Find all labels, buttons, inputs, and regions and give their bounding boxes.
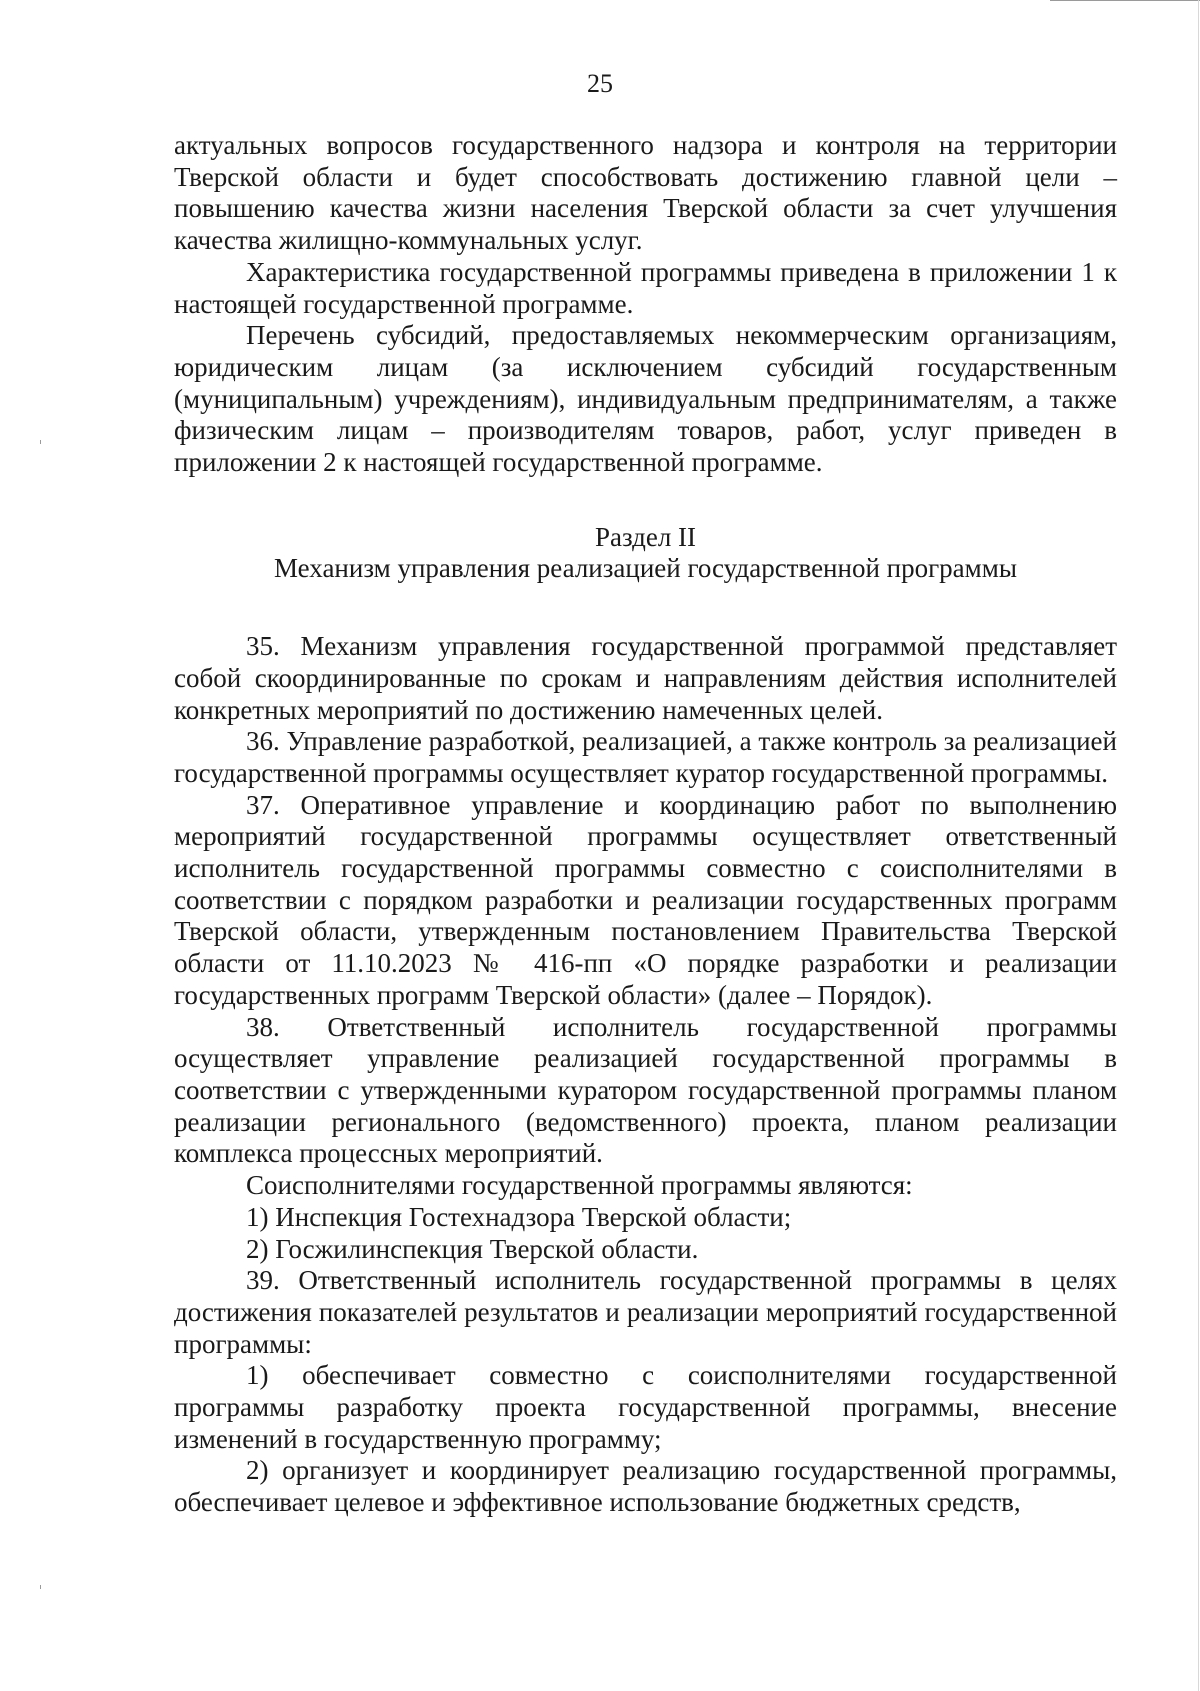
scan-edge-mark <box>40 1585 41 1589</box>
paragraph: Перечень субсидий, предоставляемых некоммерческим организациям, юридическим лицам (за исключением субсидий государственным (муниципальным) учреждениям), индивидуальным предпринимателям, а также физическим лицам – производителям товаров, работ, услуг приведен в приложении 2 к настоящей государственной программе. <box>174 320 1117 478</box>
section-heading <box>174 522 1117 585</box>
paragraph: 35. Механизм управления государственной программой представляет собой скоординированные по срокам и направлениям действия исполнителей конкретных мероприятий по достижению намеченных целей. <box>174 631 1117 725</box>
text-block-before-section <box>174 130 1117 479</box>
section-number: Раздел II <box>594 521 697 552</box>
paragraph: 2) организует и координирует реализацию государственной программы, обеспечивает целевое и эффективное использование бюджетных средств, <box>174 1455 1117 1518</box>
text-block-after-section <box>174 631 1117 1519</box>
paragraph: 1) обеспечивает совместно с соисполнителями государственной программы разработку проекта государственной программы, внесение изменений в государственную программу; <box>174 1360 1117 1454</box>
paragraph: 2) Госжилинспекция Тверской области. <box>246 1233 699 1264</box>
scan-edge-mark <box>1050 0 1200 1</box>
paragraph: 39. Ответственный исполнитель государственной программы в целях достижения показателей результатов и реализации мероприятий государственной программы: <box>174 1265 1117 1359</box>
paragraph: 38. Ответственный исполнитель государственной программы осуществляет управление реализацией государственной программы в соответствии с утвержденными куратором государственной программы планом реализации регионального (ведомственного) проекта, планом реализации комплекса процессных мероприятий. <box>174 1011 1117 1169</box>
paragraph: 1) Инспекция Гостехнадзора Тверской области; <box>246 1201 792 1232</box>
scan-edge-mark <box>40 440 41 444</box>
paragraph: Соисполнителями государственной программы являются: <box>246 1170 913 1201</box>
document-body <box>174 130 1117 1519</box>
scan-edge-mark <box>1198 0 1199 1691</box>
page-number: 25 <box>587 69 613 98</box>
paragraph: 37. Оперативное управление и координацию работ по выполнению мероприятий государственной программы осуществляет ответственный исполнитель государственной программы совместно с соисполнителями в соответствии с порядком разработки и реализации государственных программ Тверской области, утвержденным постановлением Правительства Тверской области от 11.10.2023 № 416-пп «О порядке разработки и реализации государственных программ Тверской области» (далее – Порядок). <box>174 789 1117 1010</box>
section-title: Механизм управления реализацией государственной программы <box>274 553 1017 584</box>
paragraph: Характеристика государственной программы приведена в приложении 1 к настоящей государственной программе. <box>174 256 1117 319</box>
paragraph: актуальных вопросов государственного надзора и контроля на территории Тверской области и будет способствовать достижению главной цели – повышению качества жизни населения Тверской области за счет улучшения качества жилищно-коммунальных услуг. <box>174 130 1117 256</box>
paragraph: 36. Управление разработкой, реализацией, а также контроль за реализацией государственной программы осуществляет куратор государственной программы. <box>174 726 1117 788</box>
